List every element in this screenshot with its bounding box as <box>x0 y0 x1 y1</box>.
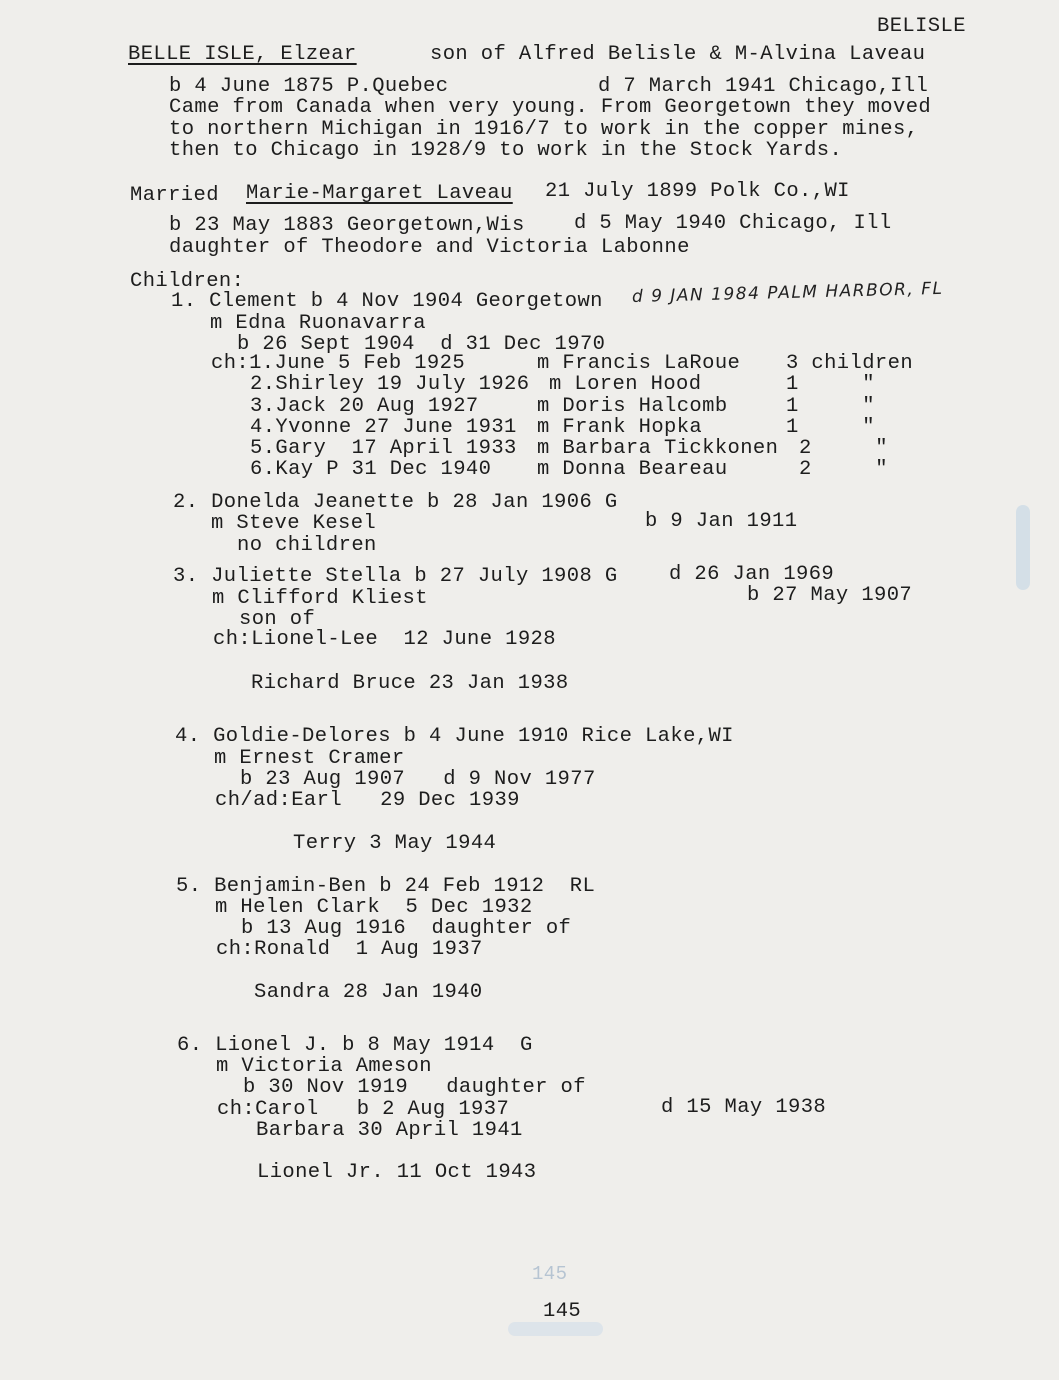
grandchild-spouse: m Doris Halcomb <box>537 395 728 418</box>
child-4-spouse: m Ernest Cramer <box>214 747 405 770</box>
child-3-son-of: son of <box>239 608 316 631</box>
child-6-child: Lionel Jr. 11 Oct 1943 <box>257 1161 537 1184</box>
marriage-date-place: 21 July 1899 Polk Co.,WI <box>545 180 850 203</box>
child-5-spouse: m Helen Clark 5 Dec 1932 <box>215 896 533 919</box>
spouse-death: d 5 May 1940 Chicago, Ill <box>574 212 892 235</box>
bio-line: to northern Michigan in 1916/7 to work in the copper mines, <box>169 118 919 141</box>
child-5-child: Sandra 28 Jan 1940 <box>254 981 483 1004</box>
grandchild-count: 3 children <box>786 352 914 375</box>
child-6-child: ch:Carol b 2 Aug 1937 <box>217 1098 510 1121</box>
married-label: Married <box>130 184 219 207</box>
child-6-spouse-dates: b 30 Nov 1919 daughter of <box>243 1076 586 1099</box>
child-2-spouse-birth: b 9 Jan 1911 <box>645 510 798 533</box>
child-2-line: 2. Donelda Jeanette b 28 Jan 1906 G <box>173 491 618 514</box>
grandchild-entry: 6.Kay P 31 Dec 1940 <box>250 458 492 481</box>
grandchild-count: 2 " <box>799 458 888 481</box>
child-4-child: Terry 3 May 1944 <box>293 832 497 855</box>
spouse-birth: b 23 May 1883 Georgetown,Wis <box>169 214 525 237</box>
grandchild-spouse: m Barbara Tickkonen <box>537 437 779 460</box>
children-label: Children: <box>130 270 245 293</box>
child-4-line: 4. Goldie-Delores b 4 June 1910 Rice Lake,WI <box>175 725 734 748</box>
bio-line: Came from Canada when very young. From Georgetown they moved <box>169 96 932 119</box>
child-6-child: Barbara 30 April 1941 <box>256 1119 523 1142</box>
ink-smudge <box>508 1322 603 1336</box>
subject-name: BELLE ISLE, Elzear <box>128 43 357 66</box>
grandchild-entry: ch:1.June 5 Feb 1925 <box>211 352 466 375</box>
subject-birth: b 4 June 1875 P.Quebec <box>169 75 449 98</box>
child-1-spouse-dates: b 26 Sept 1904 d 31 Dec 1970 <box>237 333 606 356</box>
child-2-spouse: m Steve Kesel <box>211 512 377 535</box>
grandchild-entry: 5.Gary 17 April 1933 <box>250 437 517 460</box>
subject-death: d 7 March 1941 Chicago,Ill <box>598 75 929 98</box>
grandchild-count: 1 " <box>786 373 875 396</box>
child-5-line: 5. Benjamin-Ben b 24 Feb 1912 RL <box>176 875 596 898</box>
child-3-child: Richard Bruce 23 Jan 1938 <box>251 672 569 695</box>
child-3-death: d 26 Jan 1969 <box>669 563 835 586</box>
child-4-child: ch/ad:Earl 29 Dec 1939 <box>215 789 520 812</box>
grandchild-entry: 3.Jack 20 Aug 1927 <box>250 395 479 418</box>
bio-line: then to Chicago in 1928/9 to work in the Stock Yards. <box>169 139 843 162</box>
grandchild-spouse: m Frank Hopka <box>537 416 703 439</box>
child-6-child-death: d 15 May 1938 <box>661 1096 827 1119</box>
subject-parents: son of Alfred Belisle & M-Alvina Laveau <box>430 43 926 66</box>
child-3-line: 3. Juliette Stella b 27 July 1908 G <box>173 565 618 588</box>
child-5-child: ch:Ronald 1 Aug 1937 <box>216 938 483 961</box>
grandchild-count: 1 " <box>786 416 875 439</box>
grandchild-count: 1 " <box>786 395 875 418</box>
page-number-stamp: 145 <box>532 1263 568 1285</box>
grandchild-entry: 4.Yvonne 27 June 1931 <box>250 416 517 439</box>
child-3-spouse-birth: b 27 May 1907 <box>747 584 913 607</box>
page-number: 145 <box>543 1300 582 1323</box>
margin-mark <box>1016 505 1030 590</box>
surname-header: BELISLE <box>877 15 966 38</box>
child-2-note: no children <box>237 534 377 557</box>
grandchild-spouse: m Loren Hood <box>549 373 702 396</box>
child-1-spouse: m Edna Ruonavarra <box>210 312 426 335</box>
grandchild-entry: 2.Shirley 19 July 1926 <box>250 373 530 396</box>
child-4-spouse-dates: b 23 Aug 1907 d 9 Nov 1977 <box>240 768 596 791</box>
child-6-line: 6. Lionel J. b 8 May 1914 G <box>177 1034 533 1057</box>
handwritten-death-note: d 9 JAN 1984 PALM HARBOR, FL <box>631 278 944 307</box>
grandchild-spouse: m Donna Beareau <box>537 458 728 481</box>
child-6-spouse: m Victoria Ameson <box>216 1055 432 1078</box>
child-1-line: 1. Clement b 4 Nov 1904 Georgetown <box>171 290 603 313</box>
child-5-spouse-dates: b 13 Aug 1916 daughter of <box>241 917 572 940</box>
child-3-child: ch:Lionel-Lee 12 June 1928 <box>213 628 556 651</box>
spouse-name: Marie-Margaret Laveau <box>246 182 513 205</box>
child-3-spouse: m Clifford Kliest <box>212 587 428 610</box>
grandchild-spouse: m Francis LaRoue <box>537 352 741 375</box>
spouse-parents: daughter of Theodore and Victoria Labonne <box>169 236 690 259</box>
grandchild-count: 2 " <box>799 437 888 460</box>
